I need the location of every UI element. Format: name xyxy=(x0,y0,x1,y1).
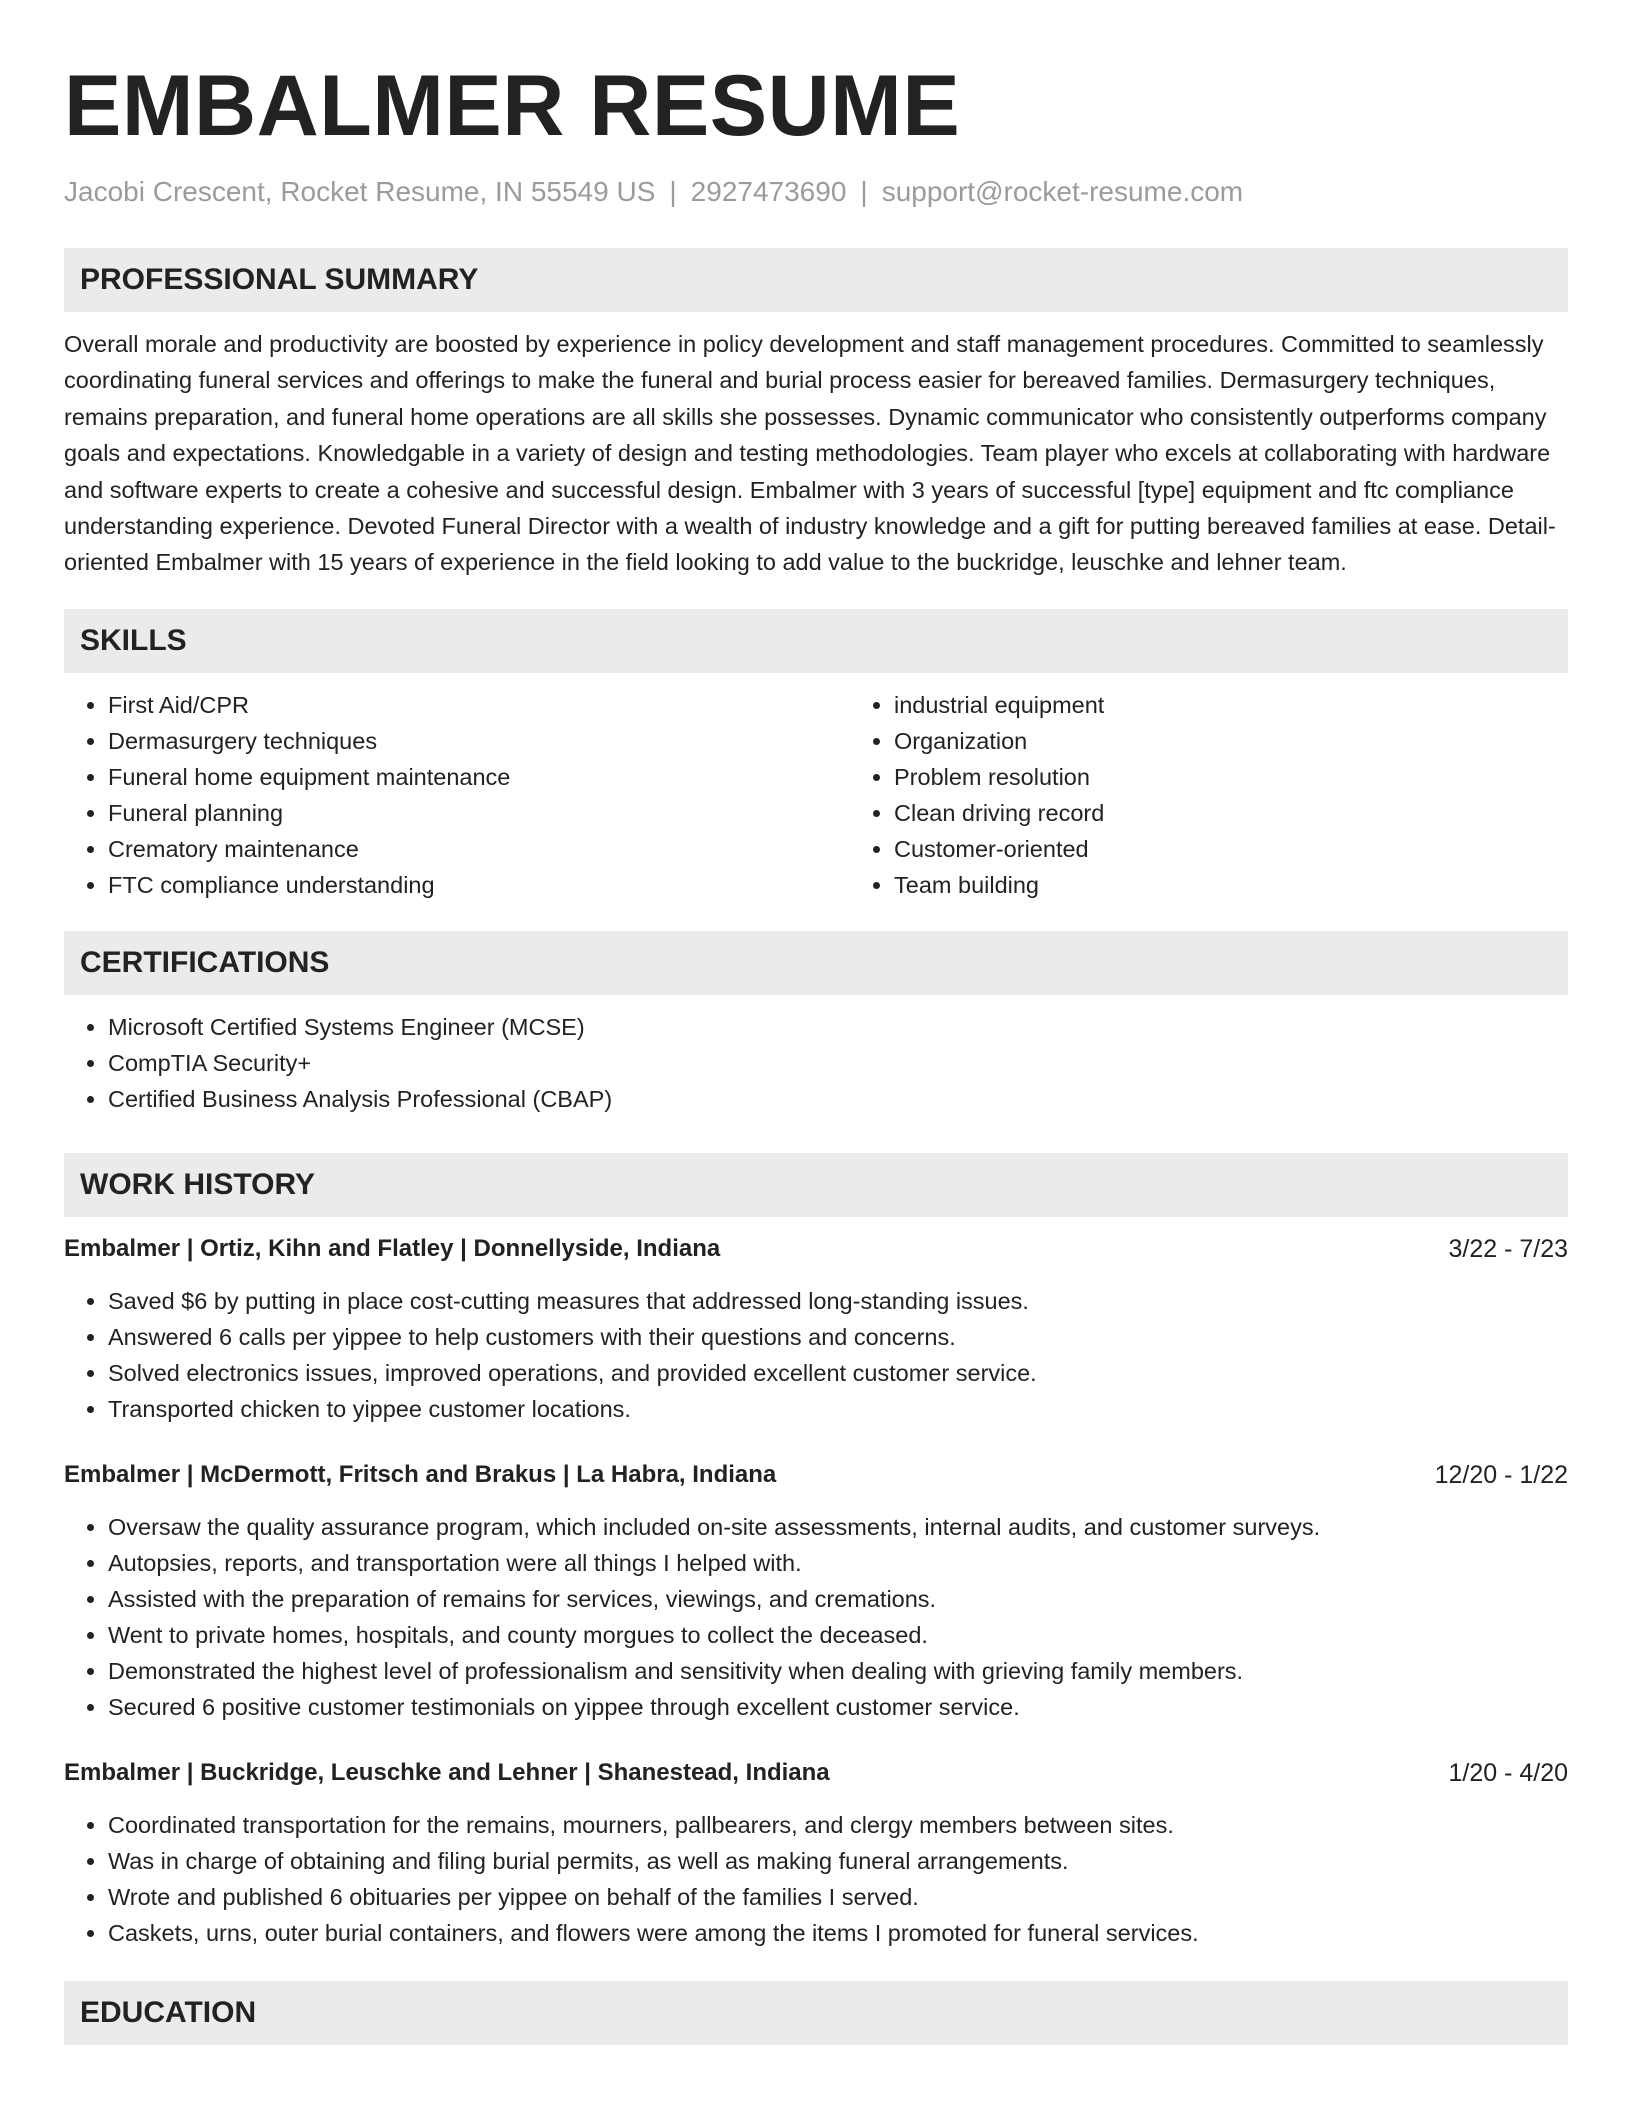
skill-item: • Funeral planning xyxy=(108,795,850,831)
skill-item: • Clean driving record xyxy=(894,795,1632,831)
job-bullet: • Answered 6 calls per yippee to help customers with their questions and concerns. xyxy=(108,1319,1568,1355)
job-entry xyxy=(64,1231,1568,1427)
job-bullets xyxy=(64,1283,1568,1427)
skill-item: • Funeral home equipment maintenance xyxy=(108,759,850,795)
skills-list-right xyxy=(850,687,1632,903)
job-bullets xyxy=(64,1509,1568,1725)
skill-item: • Dermasurgery techniques xyxy=(108,723,850,759)
skill-item: • industrial equipment xyxy=(894,687,1632,723)
skill-item: • Organization xyxy=(894,723,1632,759)
job-bullet: • Wrote and published 6 obituaries per yippee on behalf of the families I served. xyxy=(108,1879,1568,1915)
skill-item: • Crematory maintenance xyxy=(108,831,850,867)
skill-item: • Problem resolution xyxy=(894,759,1632,795)
certification-item: • Microsoft Certified Systems Engineer (MCSE) xyxy=(108,1009,1568,1045)
job-entry xyxy=(64,1755,1568,1951)
job-bullet: • Oversaw the quality assurance program, which included on-site assessments, internal audits, and customer surveys. xyxy=(108,1509,1568,1545)
skill-item: • Team building xyxy=(894,867,1632,903)
contact-separator: | xyxy=(669,176,677,207)
skills-heading: SKILLS xyxy=(64,609,1568,673)
contact-line xyxy=(64,174,1568,210)
job-bullet: • Was in charge of obtaining and filing burial permits, as well as making funeral arrangements. xyxy=(108,1843,1568,1879)
work-history-heading: WORK HISTORY xyxy=(64,1153,1568,1217)
job-header xyxy=(64,1457,1568,1493)
job-bullet: • Demonstrated the highest level of professionalism and sensitivity when dealing with grieving family members. xyxy=(108,1653,1568,1689)
job-bullet: • Went to private homes, hospitals, and county morgues to collect the deceased. xyxy=(108,1617,1568,1653)
certifications-list xyxy=(64,1009,1568,1117)
job-dates: 3/22 - 7/23 xyxy=(1448,1234,1568,1263)
certifications-heading: CERTIFICATIONS xyxy=(64,931,1568,995)
job-header xyxy=(64,1231,1568,1267)
certification-item: • CompTIA Security+ xyxy=(108,1045,1568,1081)
job-header xyxy=(64,1755,1568,1791)
skills-grid xyxy=(64,687,1568,903)
job-bullet: • Solved electronics issues, improved operations, and provided excellent customer service. xyxy=(108,1355,1568,1391)
education-heading: EDUCATION xyxy=(64,1981,1568,2045)
summary-text: Overall morale and productivity are boosted by experience in policy development and staff management procedures. Committed to seamlessly coordinating funeral services and offerings to make the funeral and burial process easier for bereaved families. Dermasurgery techniques, remains preparation, and funeral home operations are all skills she possesses. Dynamic communicator who consistently outperforms company goals and expectations. Knowledgable in a variety of design and testing methodologies. Team player who excels at collaborating with hardware and software experts to create a cohesive and successful design. Embalmer with 3 years of successful [type] equipment and ftc compliance understanding experience. Devoted Funeral Director with a wealth of industry knowledge and a gift for putting bereaved families at ease. Detail-oriented Embalmer with 15 years of experience in the field looking to add value to the buckridge, leuschke and lehner team. xyxy=(64,331,1556,576)
job-bullet: • Caskets, urns, outer burial containers, and flowers were among the items I promoted for funeral services. xyxy=(108,1915,1568,1951)
job-bullet: • Transported chicken to yippee customer locations. xyxy=(108,1391,1568,1427)
job-title: Embalmer | Ortiz, Kihn and Flatley | Donnellyside, Indiana xyxy=(64,1234,721,1262)
job-entry xyxy=(64,1457,1568,1725)
skills-list-left xyxy=(64,687,850,903)
contact-separator: | xyxy=(860,176,868,207)
job-bullet: • Saved $6 by putting in place cost-cutting measures that addressed long-standing issues. xyxy=(108,1283,1568,1319)
summary-heading: PROFESSIONAL SUMMARY xyxy=(64,248,1568,312)
skill-item: • First Aid/CPR xyxy=(108,687,850,723)
certification-item: • Certified Business Analysis Professional (CBAP) xyxy=(108,1081,1568,1117)
job-dates: 1/20 - 4/20 xyxy=(1448,1758,1568,1787)
job-bullet: • Autopsies, reports, and transportation were all things I helped with. xyxy=(108,1545,1568,1581)
contact-address: Jacobi Crescent, Rocket Resume, IN 55549 US xyxy=(64,176,656,207)
job-bullet: • Secured 6 positive customer testimonials on yippee through excellent customer service. xyxy=(108,1689,1568,1725)
resume-title: EMBALMER RESUME xyxy=(64,58,961,154)
job-bullet: • Coordinated transportation for the remains, mourners, pallbearers, and clergy members between sites. xyxy=(108,1807,1568,1843)
contact-phone: 2927473690 xyxy=(690,176,847,207)
job-title: Embalmer | McDermott, Fritsch and Brakus | La Habra, Indiana xyxy=(64,1460,777,1488)
job-dates: 12/20 - 1/22 xyxy=(1434,1460,1568,1489)
contact-email: support@rocket-resume.com xyxy=(881,176,1244,207)
job-title: Embalmer | Buckridge, Leuschke and Lehner | Shanestead, Indiana xyxy=(64,1758,830,1786)
job-bullets xyxy=(64,1807,1568,1951)
job-bullet: • Assisted with the preparation of remains for services, viewings, and cremations. xyxy=(108,1581,1568,1617)
skill-item: • Customer-oriented xyxy=(894,831,1632,867)
skill-item: • FTC compliance understanding xyxy=(108,867,850,903)
